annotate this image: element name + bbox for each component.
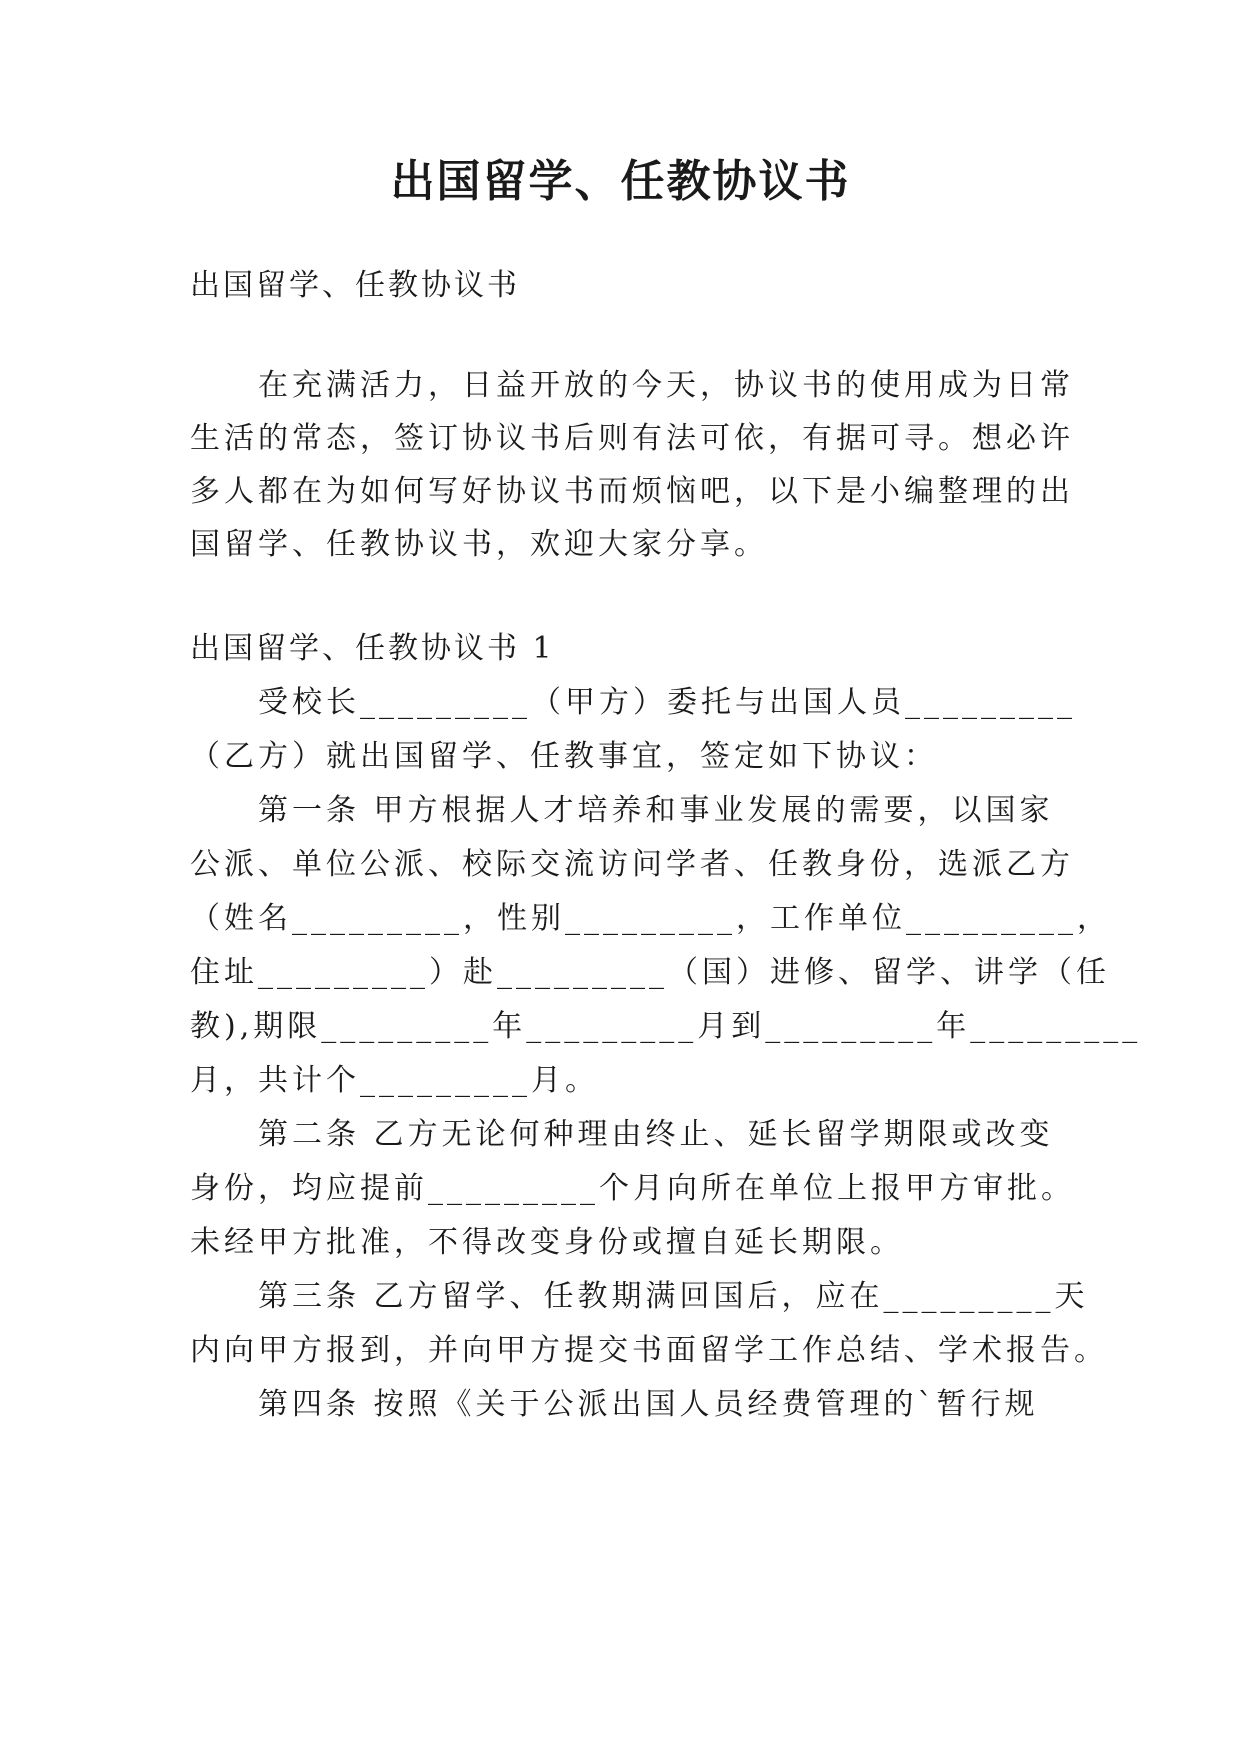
article-1-line-6: 月，共计个_________月。: [190, 1063, 599, 1098]
body-line-1: 受校长_________（甲方）委托与出国人员_________: [190, 685, 1076, 720]
intro-line-1: 在充满活力，日益开放的今天，协议书的使用成为日常: [190, 368, 1074, 403]
article-2-line-1: 第二条 乙方无论何种理由终止、延长留学期限或改变: [190, 1117, 1054, 1152]
article-1-line-5: 教),期限_________年_________月到_________年_________: [190, 1009, 1142, 1044]
section-heading: 出国留学、任教协议书 1: [190, 631, 555, 666]
article-3-line-1: 第三条 乙方留学、任教期满回国后，应在_________天: [190, 1279, 1089, 1314]
intro-line-3: 多人都在为如何写好协议书而烦恼吧，以下是小编整理的出: [190, 474, 1074, 509]
article-3-line-2: 内向甲方报到，并向甲方提交书面留学工作总结、学术报告。: [190, 1333, 1108, 1368]
article-1-line-4: 住址_________）赴_________（国）进修、留学、讲学（任: [190, 955, 1110, 990]
article-4-line-1: 第四条 按照《关于公派出国人员经费管理的`暂行规: [190, 1387, 1039, 1422]
article-1-line-1: 第一条 甲方根据人才培养和事业发展的需要，以国家: [190, 793, 1054, 828]
intro-line-2: 生活的常态，签订协议书后则有法可依，有据可寻。想必许: [190, 421, 1074, 456]
body-line-2: （乙方）就出国留学、任教事宜，签定如下协议：: [190, 739, 938, 774]
document-title: 出国留学、任教协议书: [390, 156, 851, 207]
article-1-line-3: （姓名_________，性别_________，工作单位_________，: [190, 901, 1111, 936]
article-2-line-3: 未经甲方批准，不得改变身份或擅自延长期限。: [190, 1225, 904, 1260]
document-subtitle: 出国留学、任教协议书: [190, 268, 520, 303]
article-2-line-2: 身份，均应提前_________个月向所在单位上报甲方审批。: [190, 1171, 1075, 1206]
intro-line-4: 国留学、任教协议书，欢迎大家分享。: [190, 527, 768, 562]
article-1-line-2: 公派、单位公派、校际交流访问学者、任教身份，选派乙方: [190, 847, 1074, 882]
